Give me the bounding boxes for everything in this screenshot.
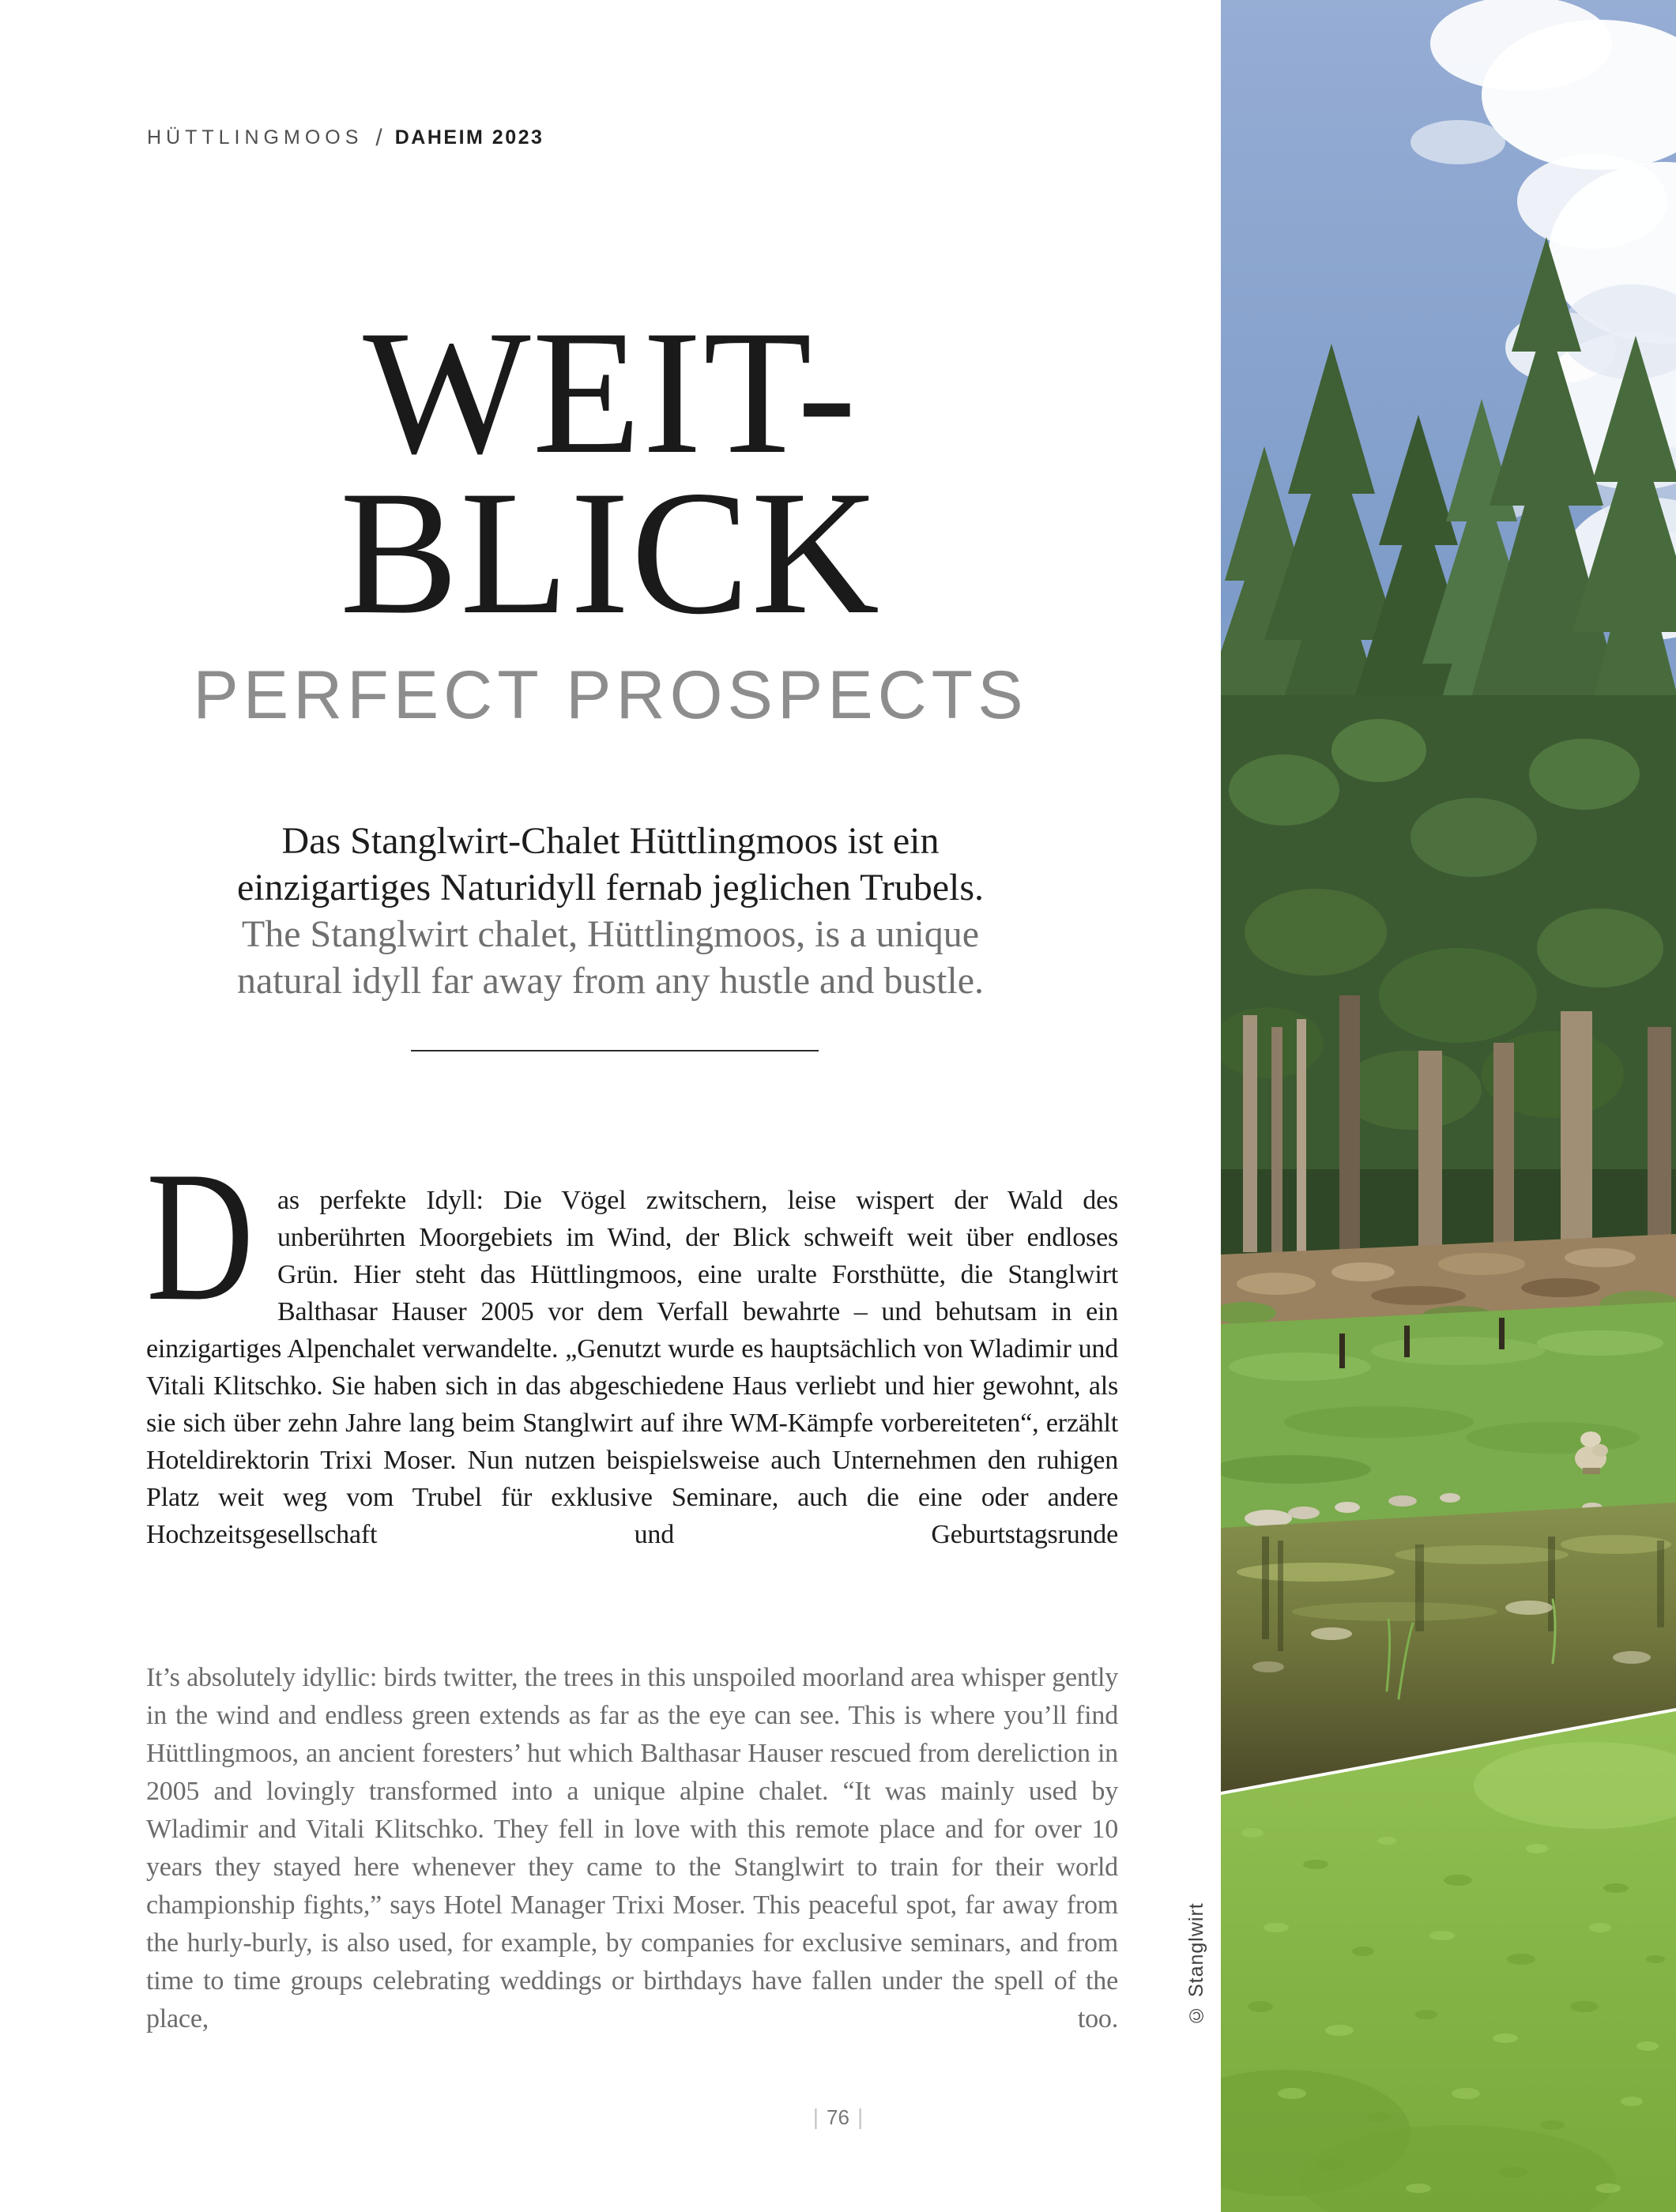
page-title-line-2: BLICK: [340, 453, 881, 651]
intro-line: The Stanglwirt chalet, Hüttlingmoos, is a unique: [241, 913, 980, 955]
article-german-text: as perfekte Idyll: Die Vögel zwitschern, leise wispert der Wald des unberührten Moorgebiets im Wind, der Blick schweift weit über endloses Grün. Hier steht das Hüttlingmoos, eine uralte Forsthütte, die Stanglwirt Balthasar Hauser 2005 vor dem Verfall bewahrte – und behutsam in ein einzigartiges Alpenchalet verwandelte. „Genutzt wurde es hauptsächlich von Wladimir und Vitali Klitschko. Sie haben sich in das abgeschiedene Haus verliebt und hier gewohnt, als sie sich über zehn Jahre lang beim Stanglwirt auf ihre WM-Kämpfe vorbereiteten“, erzählt Hoteldirektorin Trixi Moser. Nun nutzen beispielsweise auch Unternehmen den ruhigen Platz weit weg vom Trubel für exklusive Seminare, auch die eine oder andere Hochzeitsgesellschaft und Geburtstagsrunde: [146, 1186, 1118, 1549]
intro-line: einzigartiges Naturidyll fernab jeglichen Trubels.: [236, 867, 985, 908]
page-title-line-1: WEIT-: [363, 293, 858, 491]
landscape-photo: [1221, 0, 1676, 2212]
drop-cap-letter: D: [146, 1134, 254, 1340]
intro-german: [0, 818, 1221, 911]
divider-rule: [411, 1050, 819, 1051]
intro-line: Das Stanglwirt-Chalet Hüttlingmoos ist ein: [281, 820, 940, 862]
kicker-separator: /: [375, 125, 382, 151]
article-english: It’s absolutely idyllic: birds twitter, the trees in this unspoiled moorland area whisper gently in the wind and endless green extends as far as the eye can see. This is where you’ll find Hüttlingmoos, an ancient foresters’ hut which Balthasar Hauser rescued from dereliction in 2005 and lovingly transformed into a unique alpine chalet. “It was mainly used by Wladimir and Vitali Klitschko. They fell in love with this remote place and for over 10 years they stayed here whenever they came to the Stanglwirt to train for their world championship fights,” says Hotel Manager Trixi Moser. This peaceful spot, far away from the hurly-burly, is also used, for example, by companies for exclusive seminars, and from time to time groups celebrating weddings or birthdays have fallen under the spell of the place, too.: [146, 1663, 1118, 2033]
kicker: [147, 125, 544, 152]
meadow: [1221, 1711, 1676, 2212]
landscape-photo-graphic: [1221, 0, 1676, 2212]
article-german: [146, 1134, 1118, 1553]
page-number: [0, 2105, 1676, 2130]
kicker-series: HÜTTLINGMOOS: [147, 126, 363, 149]
drop-cap: [146, 1134, 263, 1340]
page-number-bar-left: |: [812, 2105, 819, 2129]
page-number-value: 76: [827, 2105, 849, 2129]
kicker-issue: DAHEIM 2023: [394, 126, 544, 149]
photo-credit: © Stanglwirt: [1185, 1902, 1207, 2026]
grass-bank: [1221, 1302, 1676, 1533]
intro-english: [0, 911, 1221, 1004]
page-subtitle: PERFECT PROSPECTS: [193, 657, 1028, 733]
page-number-bar-right: |: [857, 2105, 864, 2129]
intro-line: natural idyll far away from any hustle and bustle.: [236, 960, 985, 1002]
